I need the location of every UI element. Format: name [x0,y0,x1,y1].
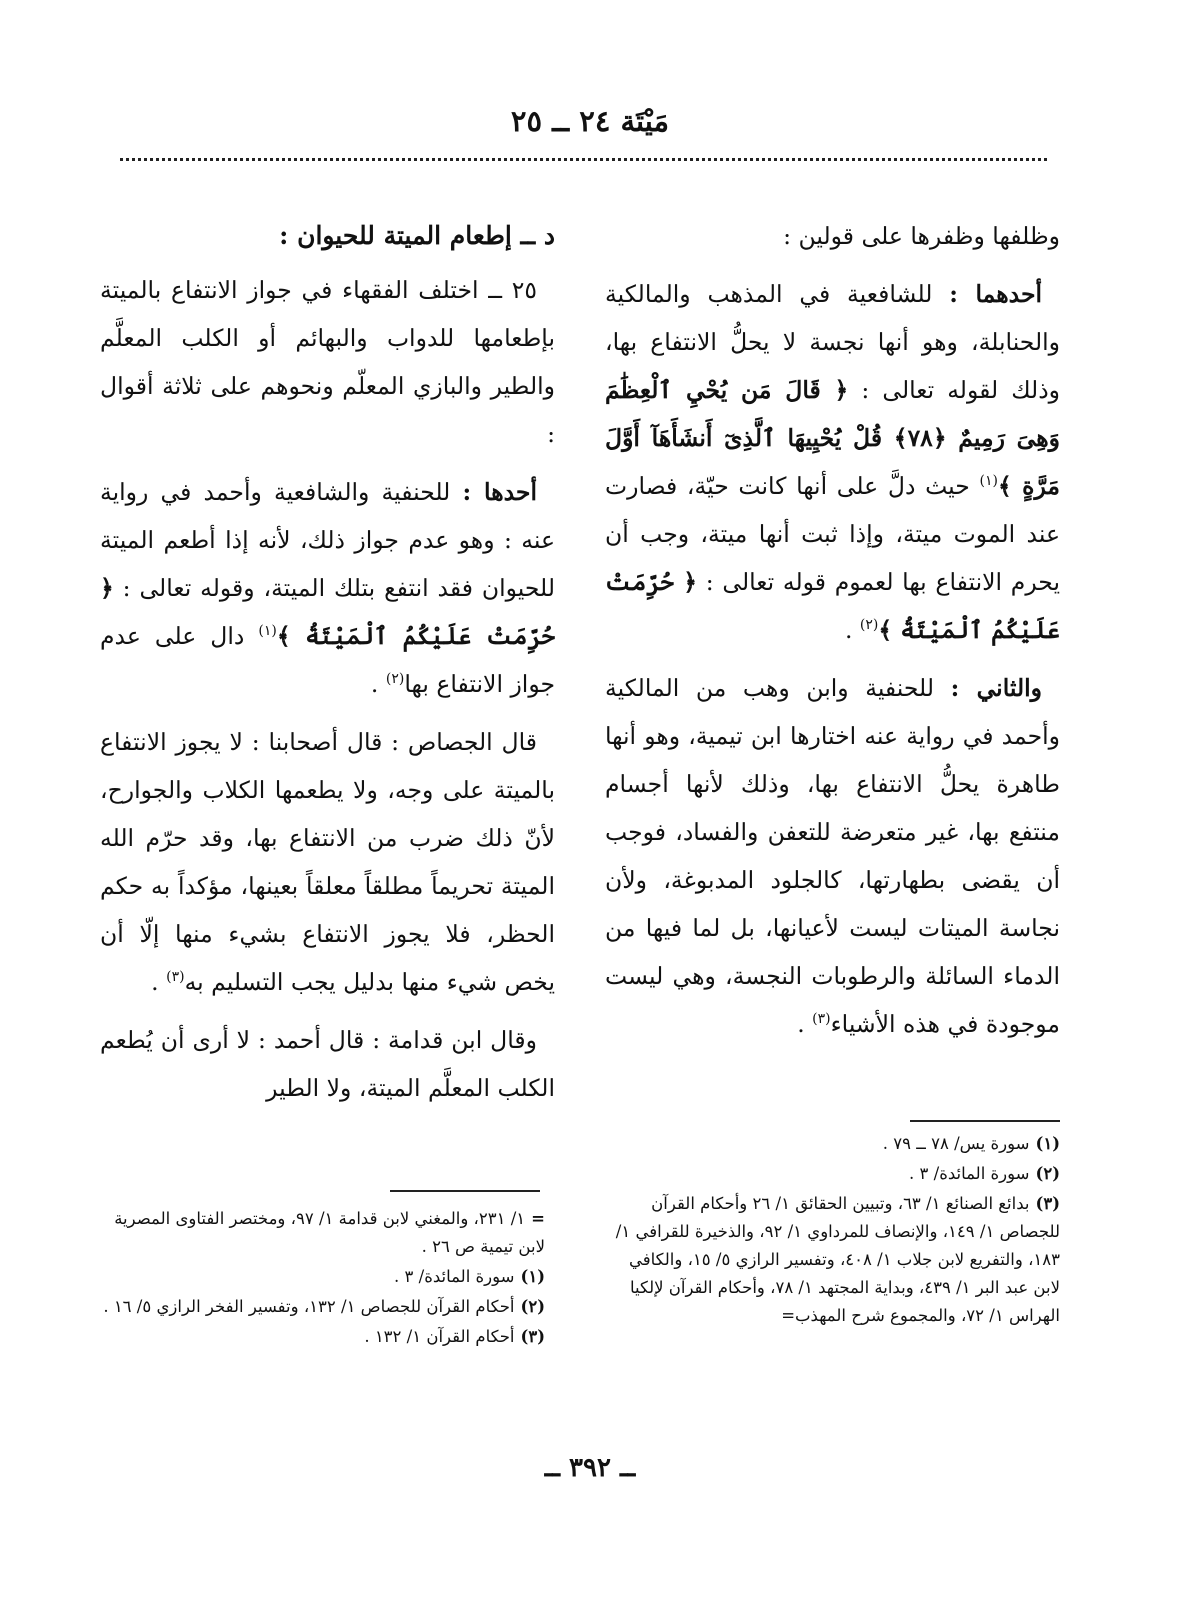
page-number: ــ ٣٩٢ ــ [544,1453,636,1483]
quran-verse-yasin: ﴿ قَالَ مَن يُحْيِ ٱلْعِظَٰمَ وَهِىَ رَمِيمٌ ﴿٧٨﴾ قُلْ يُحْيِيهَا ٱلَّذِىٓ أَنشَأَهَآ أَوَّلَ مَرَّةٍ ﴾ [605,376,1061,500]
footnote-number: (٣) [1035,1194,1060,1213]
footnotes-right [605,1130,1060,1332]
period: . [151,968,167,996]
footnote-ref-1[interactable]: (١) [258,623,277,640]
section-heading: د ــ إطعام الميتة للحيوان : [279,221,555,250]
footnote-separator-left [390,1190,540,1192]
first-view-paragraph [100,468,555,708]
opinion-two-paragraph [605,664,1060,1048]
header-dotted-rule [120,158,1047,161]
footnote-item [90,1323,545,1351]
footnotes-left [90,1205,545,1353]
first-view-lead: أحدها : [462,478,537,506]
footnote-item [90,1263,545,1291]
first-view-text: للحنفية والشافعية وأحمد في رواية عنه : وهو عدم جواز ذلك، لأنه إذا أطعم الميتة للحيوان فقد انتفع بتلك الميتة، وقوله تعالى : [100,478,555,602]
quran-verse-maidah: ﴿ حُرِّمَتْ عَلَيْكُمُ ٱلْمَيْتَةُ ﴾ [605,568,1060,644]
footnote-number: (١) [520,1267,545,1286]
footnote-item [605,1190,1060,1330]
footnote-text: سورة المائدة/ ٣ . [394,1267,515,1286]
intro-line: وظلفها وظفرها على قولين : [783,222,1060,250]
footnote-item [90,1205,545,1261]
footnote-text: أحكام القرآن للجصاص ١/ ١٣٢، وتفسير الفخر الرازي ٥/ ١٦ . [103,1297,515,1316]
footnote-text: سورة يس/ ٧٨ ــ ٧٩ . [882,1134,1030,1153]
jassas-quote-paragraph [100,718,555,1006]
section-25-paragraph: ٢٥ ــ اختلف الفقهاء في جواز الانتفاع بالميتة بإطعامها للدواب والبهائم أو الكلب المعلَّم والطير والبازي المعلّم ونحوهم على ثلاثة أقوال : [100,276,555,448]
footnote-number: = [531,1209,545,1228]
footnote-ref-3[interactable]: (٣) [166,969,185,986]
ibn-qudama-paragraph: وقال ابن قدامة : قال أحمد : لا أرى أن يُطعم الكلب المعلَّم الميتة، ولا الطير [100,1026,555,1102]
opinion-two-text: للحنفية وابن وهب من المالكية وأحمد في رواية عنه اختارها ابن تيمية، وهو أنها طاهرة يحلُّ الانتفاع بها، وذلك لأنها أجسام منتفع بها، غير متعرضة للتعفن والفساد، فوجب أن يقضى بطهارتها، كالجلود المدبوغة، ولأن نجاسة الميتات ليست لأعيانها، بل لما فيها من الدماء السائلة والرطوبات النجسة، وهي ليست موجودة في هذه الأشياء [605,674,1060,1038]
opinion-two-lead: والثاني : [950,674,1042,702]
footnote-text: سورة المائدة/ ٣ . [909,1164,1030,1183]
opinion-one-text: للشافعية في المذهب والمالكية والحنابلة، وهو أنها نجسة لا يحلُّ الانتفاع بها، وذلك لقوله تعالى : [605,280,1061,404]
footnote-item [605,1160,1060,1188]
footnote-number: (١) [1035,1134,1060,1153]
footnote-text: ١/ ٢٣١، والمغني لابن قدامة ١/ ٩٧، ومختصر الفتاوى المصرية لابن تيمية ص ٢٦ . [114,1209,545,1256]
footnote-ref-3[interactable]: (٣) [812,1011,831,1028]
footnote-separator-right [910,1120,1060,1122]
opinion-one-text-continued: حيث دلَّ على أنها كانت حيّة، فصارت عند الموت ميتة، وإذا ثبت أنها ميتة، وجب أن يحرم الانتفاع بها لعموم قوله تعالى : [605,472,1060,596]
footnote-ref-1[interactable]: (١) [979,473,998,490]
opinion-one-lead: أحدهما : [949,280,1042,308]
opinion-one-paragraph [605,270,1060,654]
left-column [100,212,555,1122]
period: . [797,1010,813,1038]
footnote-ref-2[interactable]: (٢) [859,617,879,634]
footnote-text: بدائع الصنائع ١/ ٦٣، وتبيين الحقائق ١/ ٢٦ وأحكام القرآن للجصاص ١/ ١٤٩، والإنصاف للمرداوي ١/ ٩٢، والذخيرة للقرافي ١/ ١٨٣، والتفريع لابن جلاب ١/ ٤٠٨، وتفسير الرازي ٥/ ١٥، والكافي لابن عبد البر ١/ ٤٣٩، وبداية المجتهد ١/ ٧٨، وأحكام القرآن لإلكيا الهراس ١/ ٧٢، والمجموع شرح المهذب= [615,1194,1060,1325]
period: . [844,616,860,644]
quran-verse-maidah: ﴿ حُرِّمَتْ عَلَيْكُمُ ٱلْمَيْتَةُ ﴾ [100,574,555,650]
footnote-number: (٣) [520,1327,545,1346]
running-header: مَيْتَة ٢٤ ــ ٢٥ [510,104,670,138]
footnote-number: (٢) [1035,1164,1060,1183]
footnote-item [605,1130,1060,1158]
period: . [370,670,386,698]
right-column [605,212,1060,1058]
footnote-item [90,1293,545,1321]
jassas-quote-text: قال الجصاص : قال أصحابنا : لا يجوز الانتفاع بالميتة على وجه، ولا يطعمها الكلاب والجوارح، لأنّ ذلك ضرب من الانتفاع بها، وقد حرّم الله الميتة تحريماً مطلقاً معلقاً بعينها، مؤكداً به حكم الحظر، فلا يجوز الانتفاع بشيء منها إلّا أن يخص شيء منها بدليل يجب التسليم به [100,728,555,996]
first-view-text-continued: دال على عدم جواز الانتفاع بها [100,622,555,698]
footnote-ref-2[interactable]: (٢) [385,671,405,688]
footnote-number: (٢) [520,1297,545,1316]
footnote-text: أحكام القرآن ١/ ١٣٢ . [364,1327,515,1346]
